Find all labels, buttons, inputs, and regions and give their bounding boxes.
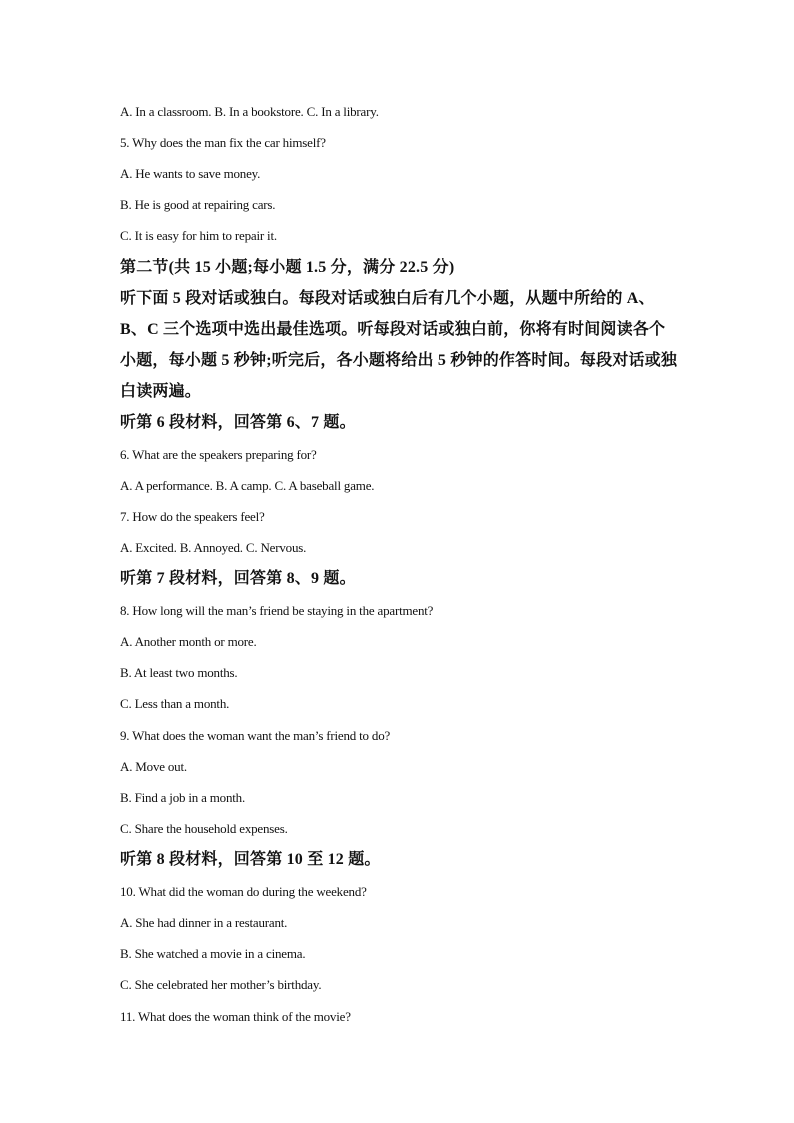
section2-instructions: 听下面 5 段对话或独白。每段对话或独白后有几个小题，从题中所给的 A、B、C 三个选项中选出最佳选项。听每段对话或独白前，你将有时间阅读各个小题，每小题 5 秒钟;听完后，各小题将给出 5 秒钟的作答时间。每段对话或独白读两遍。 <box>120 290 678 400</box>
q5-question: 5. Why does the man fix the car himself? <box>120 135 326 150</box>
q10-option-c: C. She celebrated her mother’s birthday. <box>120 977 322 992</box>
q5-option-b: B. He is good at repairing cars. <box>120 197 276 212</box>
section2-title: 第二节(共 15 小题;每小题 1.5 分，满分 22.5 分) <box>120 259 455 276</box>
q5-option-a: A. He wants to save money. <box>120 166 261 181</box>
passage8-heading: 听第 8 段材料，回答第 10 至 12 题。 <box>120 851 381 868</box>
q10-question: 10. What did the woman do during the weekend? <box>120 884 367 899</box>
q8-option-a: A. Another month or more. <box>120 634 257 649</box>
passage6-heading: 听第 6 段材料，回答第 6、7 题。 <box>120 414 356 431</box>
q5-option-c: C. It is easy for him to repair it. <box>120 228 277 243</box>
q6-options: A. A performance. B. A camp. C. A baseball game. <box>120 478 375 493</box>
q7-question: 7. How do the speakers feel? <box>120 509 265 524</box>
q8-option-c: C. Less than a month. <box>120 696 230 711</box>
q9-question: 9. What does the woman want the man’s friend to do? <box>120 728 391 743</box>
q6-question: 6. What are the speakers preparing for? <box>120 447 317 462</box>
q9-option-c: C. Share the household expenses. <box>120 821 288 836</box>
q7-options: A. Excited. B. Annoyed. C. Nervous. <box>120 540 307 555</box>
q4-options: A. In a classroom. B. In a bookstore. C. In a library. <box>120 104 379 119</box>
passage7-heading: 听第 7 段材料，回答第 8、9 题。 <box>120 570 356 587</box>
q8-question: 8. How long will the man’s friend be staying in the apartment? <box>120 603 434 618</box>
q9-option-b: B. Find a job in a month. <box>120 790 246 805</box>
q11-question: 11. What does the woman think of the movie? <box>120 1009 351 1024</box>
q8-option-b: B. At least two months. <box>120 665 238 680</box>
q10-option-b: B. She watched a movie in a cinema. <box>120 946 306 961</box>
q9-option-a: A. Move out. <box>120 759 187 774</box>
q10-option-a: A. She had dinner in a restaurant. <box>120 915 288 930</box>
